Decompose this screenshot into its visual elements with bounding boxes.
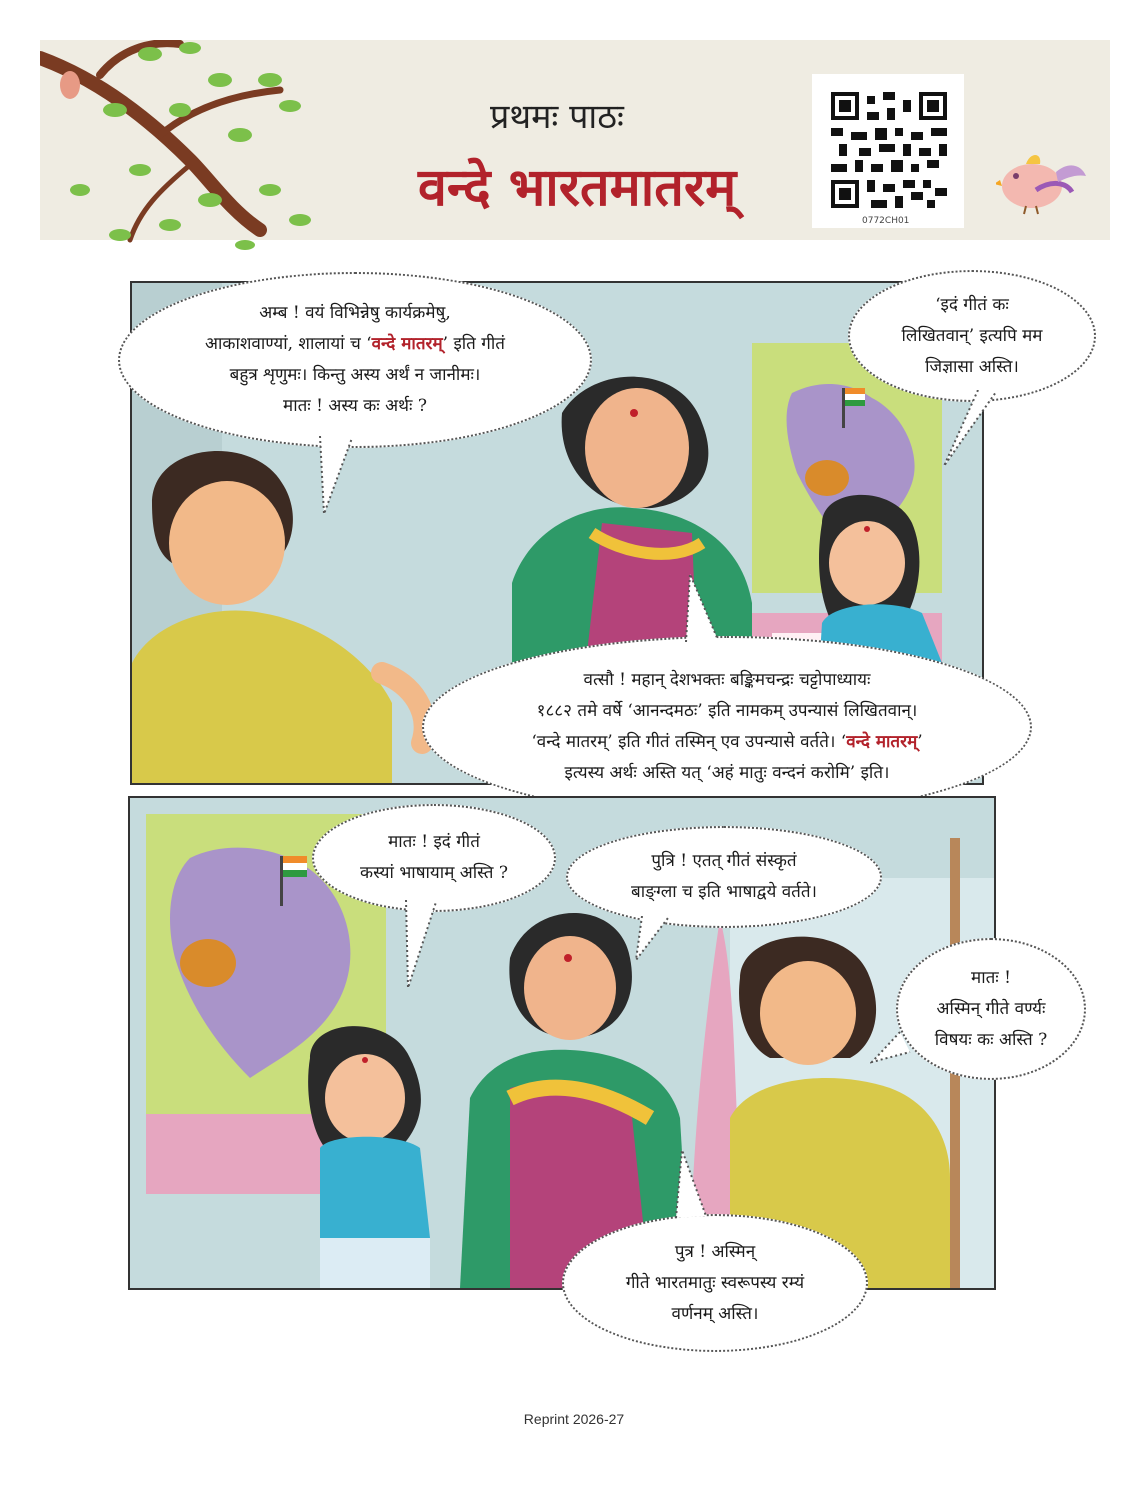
speech-bubble-boy-question <box>118 272 592 448</box>
highlighted-song-title: वन्दे मातरम् <box>846 732 918 752</box>
qr-code-icon <box>830 92 948 208</box>
bubble-line: गीते भारतमातुः स्वरूपस्य रम्यं <box>625 1272 805 1293</box>
bubble-line: बाङ्ग्ला च इति भाषाद्वये वर्तते। <box>631 882 817 902</box>
speech-bubble-mother-language-answer <box>566 826 882 928</box>
bubble-line: बहुत्र शृणुमः। किन्तु अस्य अर्थं न जानीमः। <box>229 365 481 385</box>
lesson-number: प्रथमः पाठः <box>490 97 624 137</box>
bubble-line: ‘वन्दे मातरम्’ इति गीतं तस्मिन् एव उपन्यासे वर्तते। ‘वन्दे मातरम्’ <box>531 732 923 752</box>
speech-bubble-mother-topic-answer <box>562 1214 868 1352</box>
lesson-title: वन्दे भारतमातरम् <box>418 158 737 218</box>
bubble-line: लिखितवान्’ इत्यपि मम <box>901 325 1043 346</box>
bubble-line: पुत्र ! अस्मिन् <box>674 1241 756 1262</box>
reprint-footer: Reprint 2026-27 <box>523 1411 625 1427</box>
bubble-line: मातः ! अस्य कः अर्थः ? <box>283 396 427 416</box>
bubble-tail <box>628 916 678 966</box>
speech-bubble-girl-question <box>848 270 1096 402</box>
bird-illustration <box>996 150 1090 216</box>
speech-bubble-girl-language-question <box>312 804 556 912</box>
bubble-line: अस्मिन् गीते वर्ण्यः <box>936 998 1046 1019</box>
bubble-tail <box>938 390 998 470</box>
bubble-line: मातः ! इदं गीतं <box>388 832 480 852</box>
bubble-tail <box>672 572 722 644</box>
bubble-line: जिज्ञासा अस्ति। <box>925 356 1019 377</box>
bubble-line: वर्णनम् अस्ति। <box>671 1303 759 1324</box>
bubble-tail <box>870 1030 920 1070</box>
bubble-tail <box>300 436 360 516</box>
highlighted-song-title: वन्दे मातरम् <box>371 334 443 354</box>
bubble-line: १८८२ तमे वर्षे ‘आनन्दमठः’ इति नामकम् उपन्यासं लिखितवान्। <box>536 701 918 721</box>
bubble-line: ‘इदं गीतं कः <box>935 294 1009 315</box>
bubble-line: कस्यां भाषायाम् अस्ति ? <box>360 863 508 883</box>
bubble-line: आकाशवाण्यां, शालायां च ‘वन्दे मातरम्’ इति गीतं <box>205 334 505 354</box>
tree-branch-illustration <box>40 40 340 250</box>
bubble-line: मातः ! <box>971 967 1011 988</box>
speech-bubble-boy-topic-question <box>896 938 1086 1080</box>
bubble-line: पुत्रि ! एतत् गीतं संस्कृतं <box>651 851 797 871</box>
bubble-tail <box>664 1148 714 1220</box>
speech-bubble-mother-answer <box>422 636 1032 818</box>
bubble-line: वत्सौ ! महान् देशभक्तः बङ्किमचन्द्रः चट्टोपाध्यायः <box>583 670 871 690</box>
bubble-line: अम्ब ! वयं विभिन्नेषु कार्यक्रमेषु, <box>259 303 451 323</box>
bubble-line: विषयः कः अस्ति ? <box>934 1029 1048 1050</box>
bubble-line: इत्यस्य अर्थः अस्ति यत् ‘अहं मातुः वन्दनं करोमि’ इति। <box>564 763 890 783</box>
qr-code-label: 0772CH01 <box>862 216 910 226</box>
bubble-tail <box>396 900 446 990</box>
